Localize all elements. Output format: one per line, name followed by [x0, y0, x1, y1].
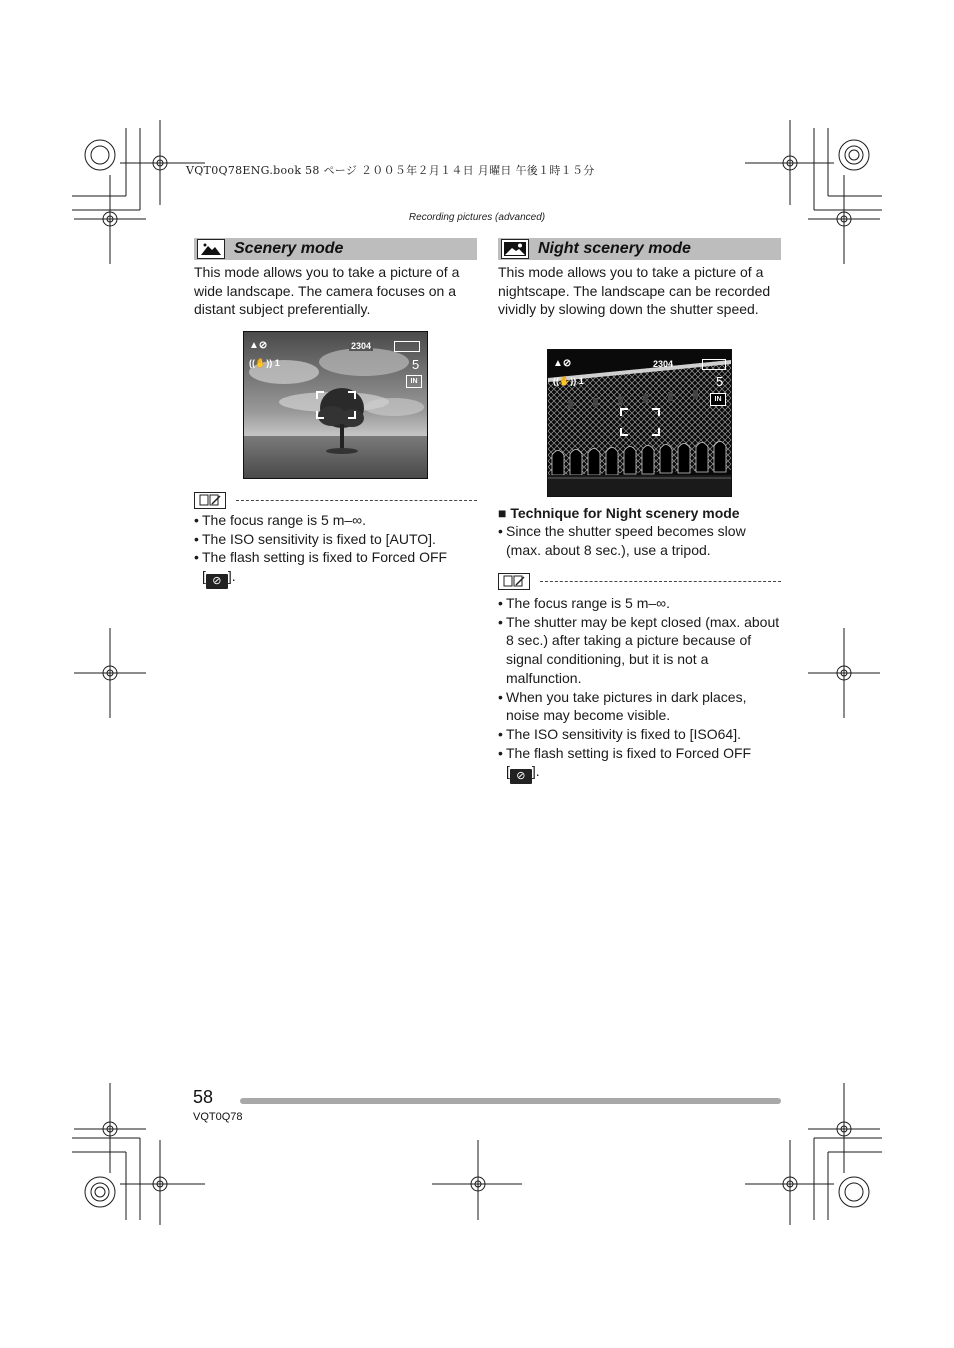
night-note-header: [498, 573, 781, 589]
night-notes: [498, 573, 781, 784]
night-notes-list: [498, 594, 781, 784]
bracket-open: [: [202, 568, 206, 585]
running-head: Recording pictures (advanced): [408, 212, 546, 223]
list-item: • When you take pictures in dark places, noise may become visible.: [498, 688, 781, 725]
night-stabilizer-indicator: ((✋)) 1: [553, 376, 584, 386]
night-section-header: [498, 238, 781, 260]
scenery-shots-remaining: 5: [412, 357, 420, 372]
list-item: [498, 744, 781, 785]
bracket-open: [: [506, 763, 510, 780]
night-section: [498, 238, 781, 319]
scenery-stabilizer-value: 1: [274, 358, 280, 368]
flash-off-icon: ⊘: [206, 574, 228, 589]
technique-title: Technique for Night scenery mode: [510, 505, 740, 521]
scenery-section-header: [194, 238, 477, 260]
memo-pencil-icon: [194, 492, 226, 509]
night-mode-osd-icon: ▲⊘: [553, 358, 572, 369]
memo-pencil-icon: [498, 573, 530, 590]
scenery-section-title: Scenery mode: [234, 240, 344, 257]
bracket-close: ].: [531, 763, 540, 780]
bracket-close: ].: [227, 568, 236, 585]
flash-off-icon: ⊘: [510, 769, 532, 784]
night-battery-icon: [702, 359, 726, 370]
night-lcd-screenshot: [547, 349, 732, 497]
scenery-description: This mode allows you to take a picture of a wide landscape. The camera focuses on a distant subject preferentially.: [194, 264, 460, 318]
night-stabilizer-value: 1: [578, 376, 584, 386]
model-code: VQT0Q78: [193, 1111, 243, 1123]
list-item: • The ISO sensitivity is fixed to [AUTO].: [194, 530, 477, 549]
scenery-note-header: [194, 492, 477, 508]
night-note-divider: [540, 581, 781, 582]
list-item: • The focus range is 5 m–∞.: [194, 511, 477, 530]
night-af-frame: [620, 408, 660, 436]
scenery-note-divider: [236, 500, 477, 501]
night-resolution-readout: 2304: [653, 359, 674, 369]
list-item-text: The flash setting is fixed to Forced OFF: [202, 549, 448, 566]
night-memory-icon: IN: [710, 393, 726, 406]
scenery-battery-icon: [394, 341, 420, 352]
scenery-af-frame: [316, 391, 356, 419]
list-item: • The ISO sensitivity is fixed to [ISO64].: [498, 725, 781, 744]
book-info-line: VQT0Q78ENG.book 58 ページ ２００５年２月１４日 月曜日 午後１時１５分: [186, 164, 595, 177]
scenery-notes-list: [194, 511, 477, 589]
scenery-lcd-screenshot: [243, 331, 428, 479]
night-landscape-icon: [501, 239, 529, 259]
mountain-landscape-icon: [197, 239, 225, 259]
night-description: This mode allows you to take a picture of a nightscape. The landscape can be recorded vividly by slowing down the shutter speed.: [498, 264, 771, 318]
square-bullet-icon: ■: [498, 505, 511, 521]
scenery-section: [194, 238, 477, 319]
scenery-mode-osd-icon: ▲⊘: [249, 340, 268, 351]
list-item: [194, 548, 477, 589]
scenery-resolution-readout: 2304: [351, 341, 372, 351]
list-item: • Since the shutter speed becomes slow (max. about 8 sec.), use a tripod.: [498, 522, 781, 559]
technique-list: [498, 522, 781, 559]
scenery-memory-icon: IN: [406, 375, 422, 388]
footer-rule: [240, 1098, 781, 1104]
technique-heading: [498, 505, 781, 521]
list-item: • The focus range is 5 m–∞.: [498, 594, 781, 613]
scenery-stabilizer-indicator: ((✋)) 1: [249, 358, 280, 368]
list-item: • The shutter may be kept closed (max. about 8 sec.) after taking a picture because of signal conditioning, but it is not a malfunction.: [498, 613, 781, 688]
night-technique: [498, 505, 781, 559]
list-item-text: The flash setting is fixed to Forced OFF: [506, 744, 752, 761]
night-section-title: Night scenery mode: [538, 240, 691, 257]
scenery-notes: [194, 492, 477, 589]
page-number: 58: [193, 1087, 214, 1107]
night-shots-remaining: 5: [716, 374, 724, 389]
